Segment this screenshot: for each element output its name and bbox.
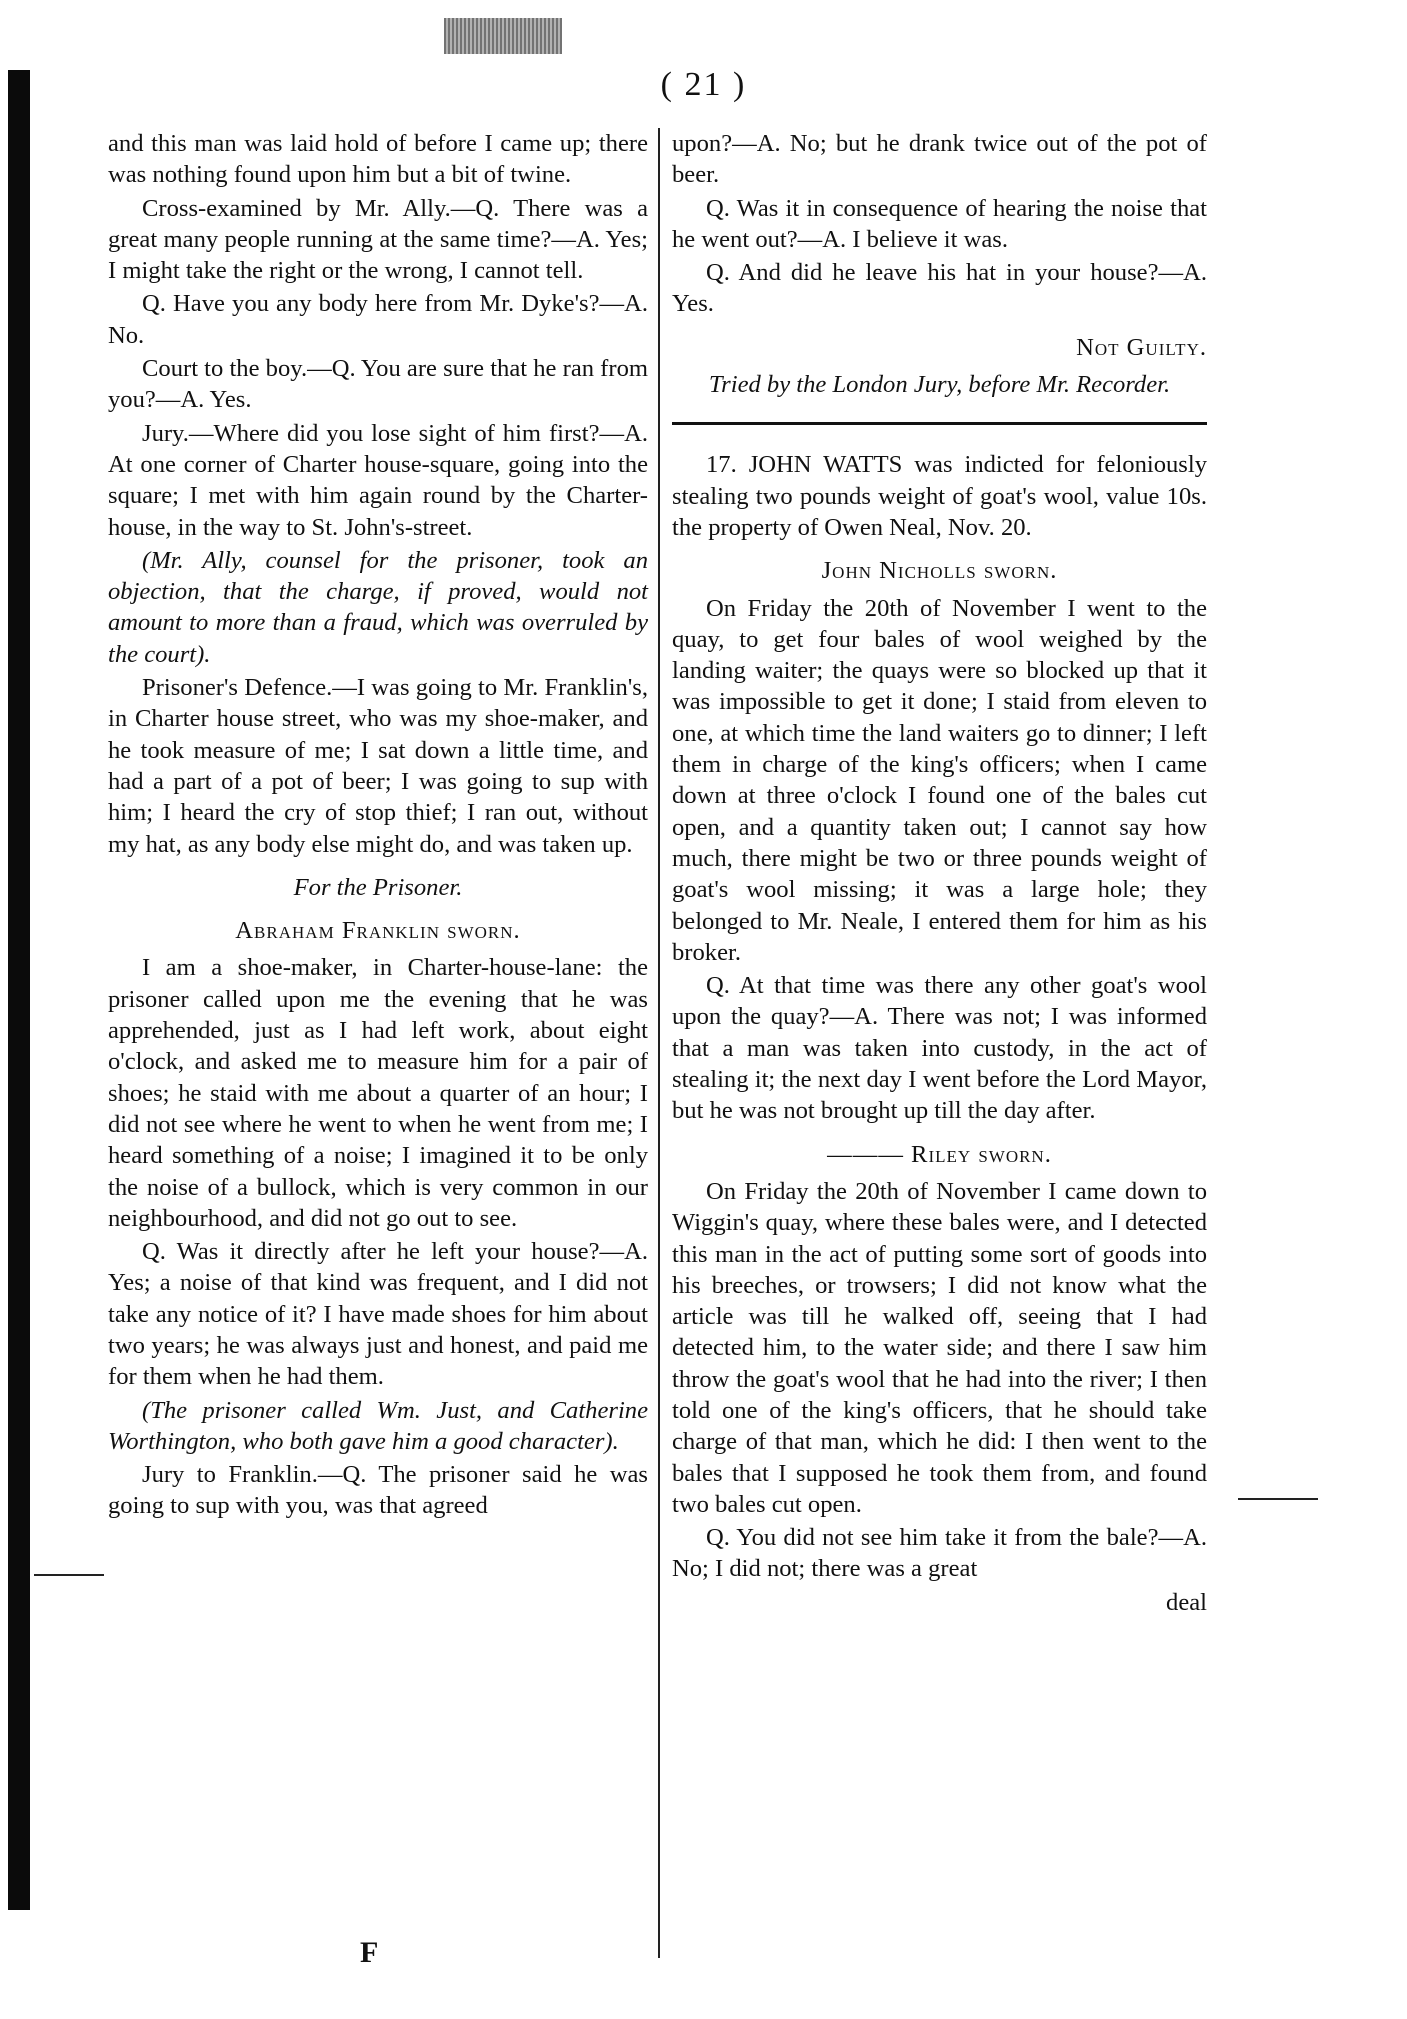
signature-mark: F (360, 1936, 379, 1969)
scan-edge-bar (8, 70, 30, 1910)
paragraph: Q. You did not see him take it from the bale?—A. No; I did not; there was a great (672, 1524, 1207, 1583)
witness-heading: ——— Riley sworn. (827, 1140, 1052, 1168)
paragraph: Jury.—Where did you lose sight of him first?—A. At one corner of Charter house-square, going into the square; I met with him again round by the Charter-house, in the way to St. John's-street. (108, 419, 648, 541)
paragraph: Q. Was it in consequence of hearing the noise that he went out?—A. I believe it was. (672, 194, 1207, 253)
paragraph: Q. Was it directly after he left your house?—A. Yes; a noise of that kind was frequent, and I did not take any notice of it? I have made shoes for him about two years; he was always just and honest, and paid me for them when he had them. (108, 1238, 648, 1391)
verdict: Not Guilty. (1076, 333, 1207, 361)
paragraph: On Friday the 20th of November I went to the quay, to get four bales of wool weighed by the landing waiter; the quays were so blocked up that it was impossible to get it done; I staid from eleven to one, at which time the land waiters go to dinner; I left them in charge of the king's officers; when I came down at three o'clock I found one of the bales cut open, and a quantity taken out; I cannot say how much, there might be two or three pounds weight of goat's wool missing; it was a large hole; they belonged to Mr. Neale, I entered them for him as his broker. (672, 594, 1207, 966)
paragraph: Q. Have you any body here from Mr. Dyke's?—A. No. (108, 290, 648, 349)
section-rule (672, 422, 1207, 425)
library-stamp (444, 18, 562, 54)
paragraph: Court to the boy.—Q. You are sure that he ran from you?—A. Yes. (108, 355, 648, 414)
column-divider (658, 128, 660, 1958)
paragraph: (The prisoner called Wm. Just, and Catherine Worthington, who both gave him a good character). (108, 1396, 648, 1455)
margin-mark (1238, 1498, 1318, 1500)
right-column (672, 128, 1207, 1620)
witness-heading: John Nicholls sworn. (821, 557, 1058, 585)
margin-mark (34, 1574, 104, 1576)
trial-note: Tried by the London Jury, before Mr. Recorder. (708, 371, 1171, 399)
paragraph: I am a shoe-maker, in Charter-house-lane: the prisoner called upon me the evening that he was apprehended, just as I had left work, about eight o'clock, and asked me to measure him for a pair of shoes; he staid with me about a quarter of an hour; I did not see where he went to when he went from me; I heard something of a noise; I imagined it to be only the noise of a bullock, which is very common in our neighbourhood, and did not go out to see. (108, 954, 648, 1232)
paragraph: Prisoner's Defence.—I was going to Mr. Franklin's, in Charter house street, who was my shoe-maker, and he took measure of me; I sat down a little time, and had a part of a pot of beer; I was going to sup with him; I heard the cry of stop thief; I ran out, without my hat, as any body else might do, and was taken up. (108, 674, 648, 858)
page-number: ( 21 ) (660, 66, 747, 103)
paragraph: 17. JOHN WATTS was indicted for feloniously stealing two pounds weight of goat's wool, value 10s. the property of Owen Neal, Nov. 20. (672, 451, 1207, 541)
witness-heading: For the Prisoner. (293, 873, 463, 901)
catchword: deal (1166, 1588, 1207, 1616)
paragraph: upon?—A. No; but he drank twice out of the pot of beer. (672, 130, 1207, 189)
paragraph: On Friday the 20th of November I came down to Wiggin's quay, where these bales were, and I detected this man in the act of putting some sort of goods into his breeches, or trowsers; I did not know what the article was till he walked off, seeing that I had detected him, to the water side; and there I saw him throw the goat's wool that he had into the river; I then told one of the king's officers, that he should take charge of that man, which he did: I then went to the bales that I supposed he took them from, and found two bales cut open. (672, 1177, 1207, 1518)
paragraph: (Mr. Ally, counsel for the prisoner, took an objection, that the charge, if proved, would not amount to more than a fraud, which was overruled by the court). (108, 546, 648, 668)
witness-heading: Abraham Franklin sworn. (235, 917, 521, 945)
left-column (108, 128, 648, 1524)
paragraph: and this man was laid hold of before I came up; there was nothing found upon him but a bit of twine. (108, 130, 648, 189)
paragraph: Q. At that time was there any other goat's wool upon the quay?—A. There was not; I was informed that a man was taken into custody, in the act of stealing it; the next day I went before the Lord Mayor, but he was not brought up till the day after. (672, 972, 1207, 1125)
paragraph: Q. And did he leave his hat in your house?—A. Yes. (672, 259, 1207, 318)
paragraph: Jury to Franklin.—Q. The prisoner said he was going to sup with you, was that agreed (108, 1461, 648, 1520)
paragraph: Cross-examined by Mr. Ally.—Q. There was a great many people running at the same time?—A. Yes; I might take the right or the wrong, I cannot tell. (108, 194, 648, 285)
